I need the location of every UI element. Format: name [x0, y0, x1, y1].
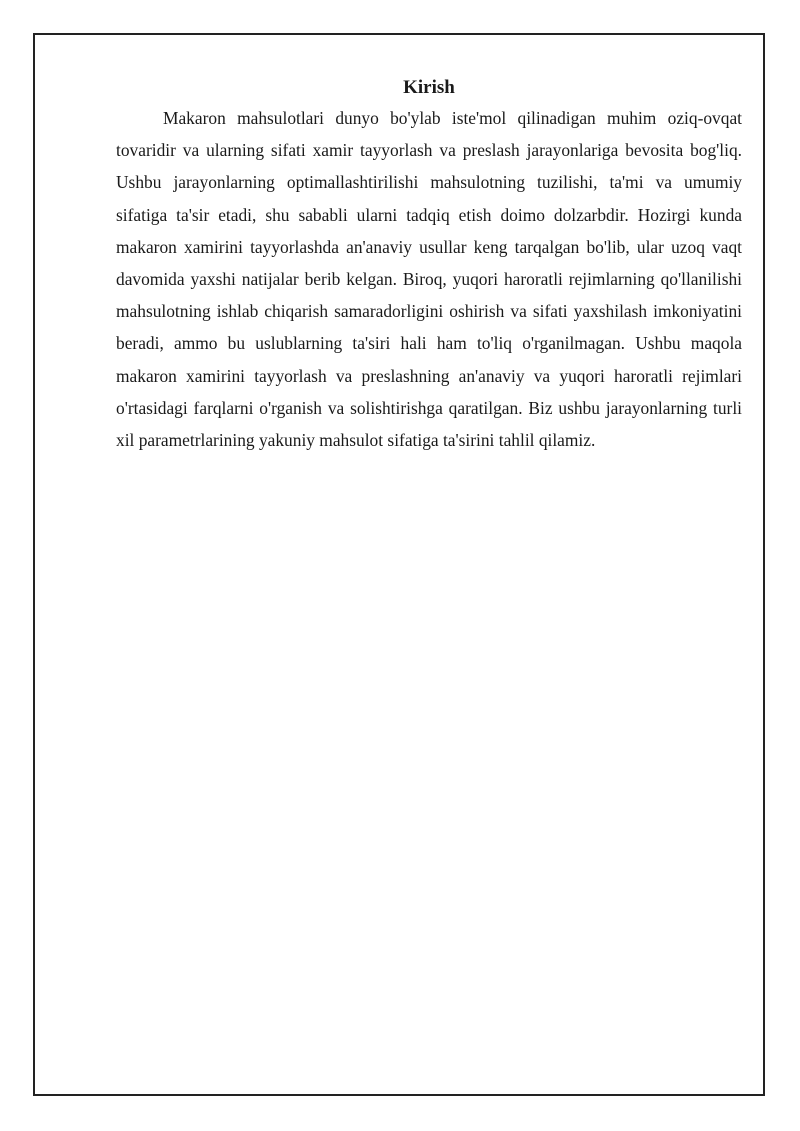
body-paragraph: Makaron mahsulotlari dunyo bo'ylab iste'mol qilinadigan muhim oziq-ovqat tovaridir va ularning sifati xamir tayyorlash va preslash jarayonlariga bevosita bog'liq. Ushbu jarayonlarning optimallashtirilishi mahsulotning tuzilishi, ta'mi va umumiy sifatiga ta'sir etadi, shu sababli ularni tadqiq etish doimo dolzarbdir. Hozirgi kunda makaron xamirini tayyorlashda an'anaviy usullar keng tarqalgan bo'lib, ular uzoq vaqt davomida yaxshi natijalar berib kelgan. Biroq, yuqori haroratli rejimlarning qo'llanilishi mahsulotning ishlab chiqarish samaradorligini oshirish va sifati yaxshilash imkoniyatini beradi, ammo bu uslublarning ta'siri hali ham to'liq o'rganilmagan. Ushbu maqola makaron xamirini tayyorlash va preslashning an'anaviy va yuqori haroratli rejimlari o'rtasidagi farqlarni o'rganish va solishtirishga qaratilgan. Biz ushbu jarayonlarning turli xil parametrlarining yakuniy mahsulot sifatiga ta'sirini tahlil qilamiz. — [116, 108, 742, 451]
document-content — [116, 76, 742, 456]
section-title: Kirish — [403, 77, 455, 98]
